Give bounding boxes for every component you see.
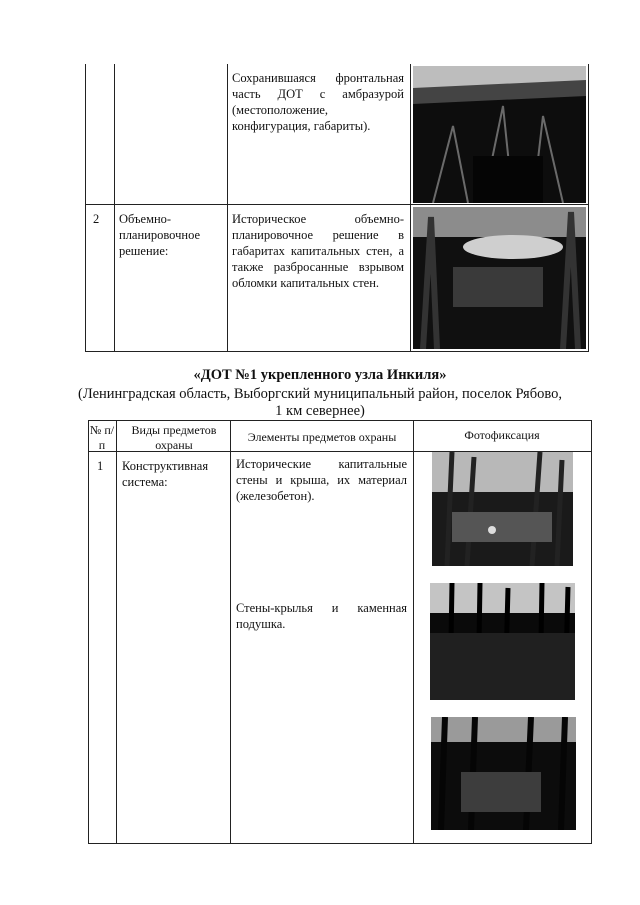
- photo-stone-pillow: [431, 717, 576, 830]
- table-2-header-type: Виды предметов охраны: [131, 423, 217, 452]
- photo-walls-roof: [432, 452, 573, 566]
- table-2-header-photo: Фотофиксация: [464, 428, 540, 442]
- table-1-row2-type: Объемно-планировочное решение:: [119, 212, 201, 258]
- table-2-row1-elements-1: Исторические капитальные стены и крыша, их материал (железобетон).: [236, 457, 407, 503]
- table-2-row1-elements-2: Стены-крылья и каменная подушка.: [236, 601, 407, 631]
- table-2-row1-num: 1: [97, 459, 104, 473]
- section-address-line-2: 1 км севернее): [275, 403, 365, 419]
- section-title: «ДОТ №1 укрепленного узла Инкиля»: [193, 367, 447, 383]
- section-address-line-1: (Ленинградская область, Выборгский муниципальный район, поселок Рябово,: [78, 386, 562, 402]
- table-2-header-num: № п/п: [89, 423, 115, 452]
- table-2-row1-type: Конструктивная система:: [122, 459, 209, 489]
- table-2-header-elements: Элементы предметов охраны: [247, 430, 397, 444]
- photo-dot-frontal: [413, 66, 586, 203]
- photo-dot-layout: [413, 207, 586, 349]
- table-1-row-cont-elements: Сохранившаяся фронтальная часть ДОТ с амбразурой (местоположение, конфигурация, габариты).: [232, 71, 404, 133]
- table-1-row2-num: 2: [93, 212, 100, 226]
- photo-wing-walls: [430, 583, 575, 700]
- table-1-row2-elements: Историческое объемно-планировочное решение в габаритах капитальных стен, а также разбросанные взрывом обломки капитальных стен.: [232, 212, 404, 290]
